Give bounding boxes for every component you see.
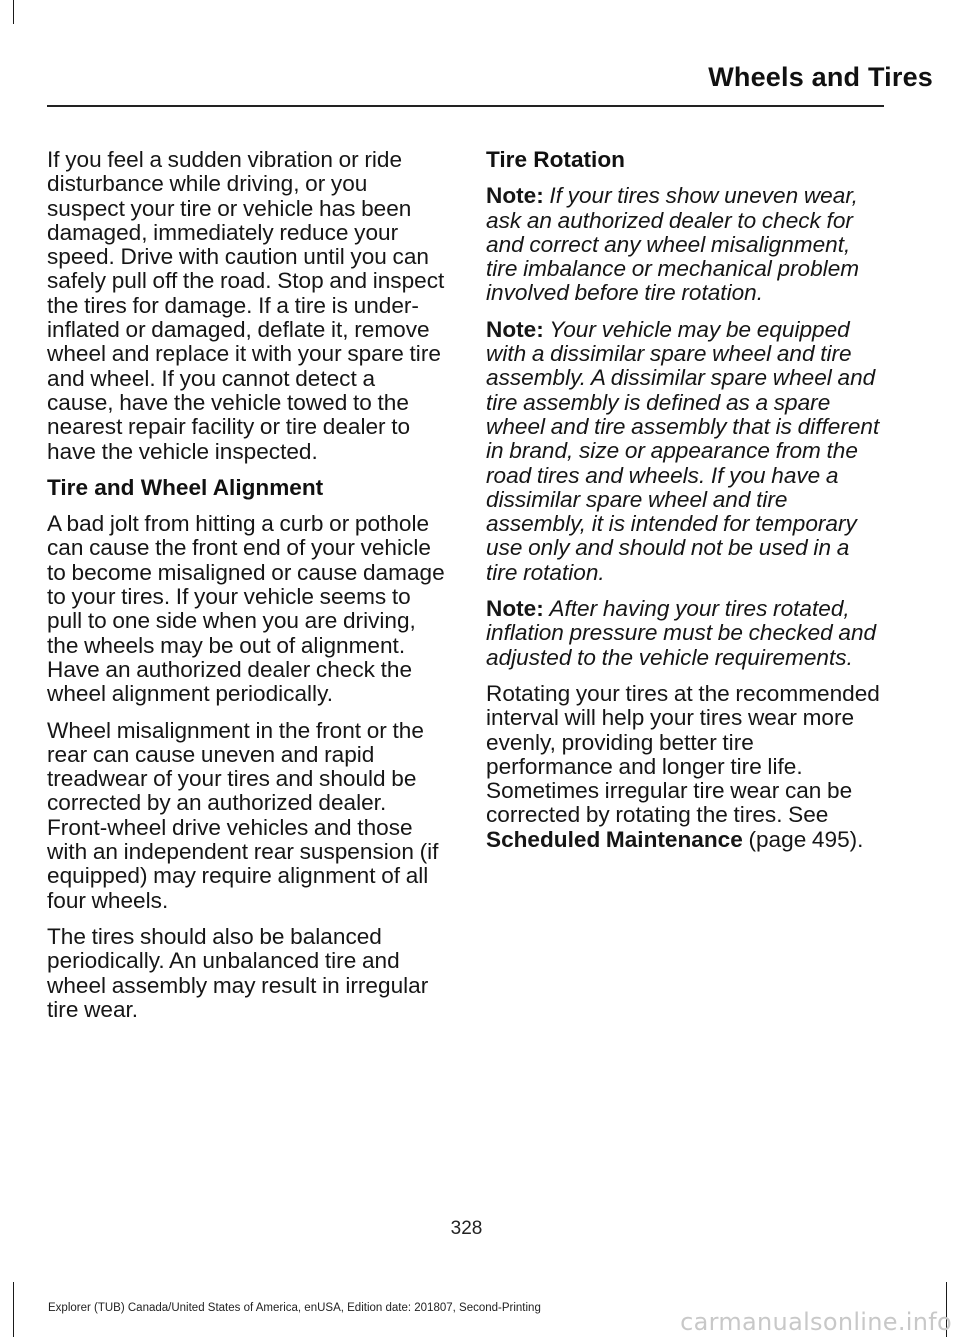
note-text: If your tires show uneven wear, ask an authorized dealer to check for and correct any wheel misalignment, tire imbalance or mechanical problem involved before tire rotation. (486, 183, 860, 306)
note-text: After having your tires rotated, inflation pressure must be checked and adjusted to the vehicle requirements. (486, 596, 877, 670)
crop-mark-top-left (13, 0, 14, 24)
alignment-paragraph-2: Wheel misalignment in the front or the rear can cause uneven and rapid treadwear of your tires and should be corrected by an authorized dealer. Front-wheel drive vehicles and those with an independent rear suspension (if equipped) may require alignment of all four wheels. (47, 717, 439, 913)
rotation-text: Rotating your tires at the recommended interval will help your tires wear more evenly, providing better tire performance and longer tire life. Sometimes irregular tire wear can be corrected by rotating the tires. See (486, 680, 880, 828)
balance-paragraph: The tires should also be balanced periodically. An unbalanced tire and wheel assembly may result in irregular tire wear. (47, 923, 429, 1022)
note-label: Note: (486, 183, 544, 209)
watermark: carmanualsonline.info (680, 1308, 952, 1336)
note-inflation (486, 597, 884, 670)
scheduled-maintenance-link[interactable]: Scheduled Maintenance (486, 826, 743, 852)
note-dissimilar-spare (486, 318, 884, 585)
header-divider (47, 105, 884, 107)
rotation-heading: Tire Rotation (486, 147, 625, 172)
right-column (486, 148, 884, 864)
edition-footer: Explorer (TUB) Canada/United States of America, enUSA, Edition date: 201807, Second-Printing (48, 1302, 541, 1314)
page-number: 328 (450, 1218, 483, 1239)
page-title: Wheels and Tires (708, 62, 933, 92)
note-uneven-wear (486, 184, 884, 305)
left-column (47, 148, 447, 1034)
alignment-heading: Tire and Wheel Alignment (47, 474, 324, 500)
crop-mark-bottom-left (13, 1282, 14, 1337)
note-label: Note: (486, 596, 544, 622)
note-label: Note: (486, 316, 544, 342)
rotation-paragraph (486, 682, 884, 852)
vibration-paragraph: If you feel a sudden vibration or ride disturbance while driving, or you suspect your tire or vehicle has been damaged, immediately reduce your speed. Drive with caution until you can safely pull off the road. Stop and inspect the tires for damage. If a tire is under-inflated or damaged, deflate it, remove wheel and replace it with your spare tire and wheel. If you cannot detect a cause, have the vehicle towed to the nearest repair facility or tire dealer to have the vehicle inspected. (47, 147, 445, 464)
alignment-paragraph-1: A bad jolt from hitting a curb or pothole can cause the front end of your vehicle to become misaligned or cause damage to your tires. If your vehicle seems to pull to one side when you are driving, the wheels may be out of alignment. Have an authorized dealer check the wheel alignment periodically. (47, 511, 445, 707)
note-text: Your vehicle may be equipped with a dissimilar spare wheel and tire assembly. A dissimilar spare wheel and tire assembly is defined as a spare wheel and tire assembly that is different in brand, size or appearance from the road tires and wheels. If you have a dissimilar spare wheel and tire assembly, it is intended for temporary use only and should not be used in a tire rotation. (486, 316, 880, 585)
xref-page: (page 495). (748, 826, 864, 852)
